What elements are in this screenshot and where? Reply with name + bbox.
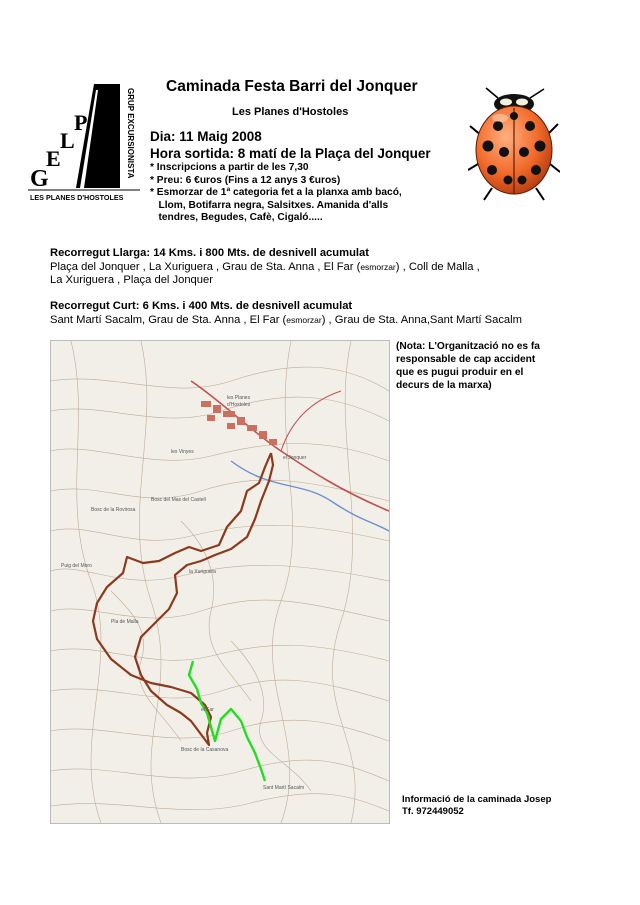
page-subtitle: Les Planes d'Hostoles: [232, 106, 349, 118]
map-label: d'Hostoles: [227, 402, 251, 408]
long-route-path-2: La Xuriguera , Plaça del Jonquer: [50, 274, 213, 286]
short-route-section: [50, 300, 522, 327]
logo-vertical-text: GRUP EXCURSIONISTA: [126, 88, 135, 179]
map-label: la Xuriguera: [189, 569, 216, 575]
club-logo: [28, 80, 140, 202]
svg-text:G: G: [30, 166, 49, 192]
map-label: Bosc de la Rovirosa: [91, 507, 136, 513]
short-route-heading: Recorregut Curt: 6 Kms. i 400 Mts. de desnivell acumulat: [50, 300, 353, 312]
logo-bottom-text: LES PLANES D'HOSTOLES: [30, 193, 124, 202]
svg-text:P: P: [74, 110, 88, 135]
short-route-text: Sant Martí Sacalm, Grau de Sta. Anna , El Far (: [50, 313, 287, 326]
map-label: les Planes: [227, 395, 251, 401]
map-label: Puig del Moro: [61, 563, 92, 569]
departure-time: Hora sortida: 8 matí de la Plaça del Jonquer: [150, 146, 431, 161]
svg-text:E: E: [46, 146, 61, 171]
long-route-section: [50, 247, 480, 288]
event-date: Dia: 11 Maig 2008: [150, 129, 262, 144]
short-route-text: ) , Grau de Sta. Anna,Sant Martí Sacalm: [321, 313, 522, 326]
event-details: [150, 162, 450, 225]
long-route-path: [50, 261, 480, 275]
detail-line: Llom, Botifarra negra, Salsitxes. Amanida d'alls: [150, 199, 389, 211]
route-map: [50, 340, 390, 824]
long-route-text: ) , Coll de Malla ,: [395, 260, 480, 273]
short-route-path: [50, 314, 522, 328]
map-label: el Jonquer: [283, 455, 307, 461]
breakfast-note: esmorzar: [286, 314, 322, 325]
disclaimer-note: (Nota: L'Organització no es fa responsable de cap accident que es pugui produir en el decurs de la marxa): [396, 341, 540, 391]
breakfast-note: esmorzar: [360, 261, 396, 272]
map-label: Bosc del Mas del Castell: [151, 497, 206, 503]
map-label: Pla de Malla: [111, 619, 139, 625]
detail-line: * Preu: 6 €uros (Fins a 12 anys 3 €uros): [150, 174, 341, 186]
map-label: Bosc de la Casanova: [181, 747, 229, 753]
map-label: les Vinyes: [171, 449, 194, 455]
event-date-block: [150, 128, 431, 162]
long-route-text: Plaça del Jonquer , La Xuriguera , Grau de Sta. Anna , El Far (: [50, 260, 361, 273]
detail-line: * Esmorzar de 1ª categoria fet a la planxa amb bacó,: [150, 187, 402, 199]
detail-line: * Inscripcions a partir de les 7,30: [150, 162, 309, 173]
svg-text:L: L: [60, 128, 75, 153]
contact-info: [402, 794, 582, 818]
map-label: Sant Martí Sacalm: [263, 785, 305, 791]
map-label: el Far: [201, 707, 214, 713]
detail-line: tendres, Begudes, Cafè, Cigaló.....: [150, 212, 323, 224]
contact-phone: Tf. 972449052: [402, 806, 464, 817]
long-route-heading: Recorregut Llarga: 14 Kms. i 800 Mts. de desnivell acumulat: [50, 247, 369, 259]
page-title: Caminada Festa Barri del Jonquer: [166, 78, 418, 95]
ladybug-illustration: [468, 86, 560, 202]
contact-line: Informació de la caminada Josep: [402, 794, 552, 805]
